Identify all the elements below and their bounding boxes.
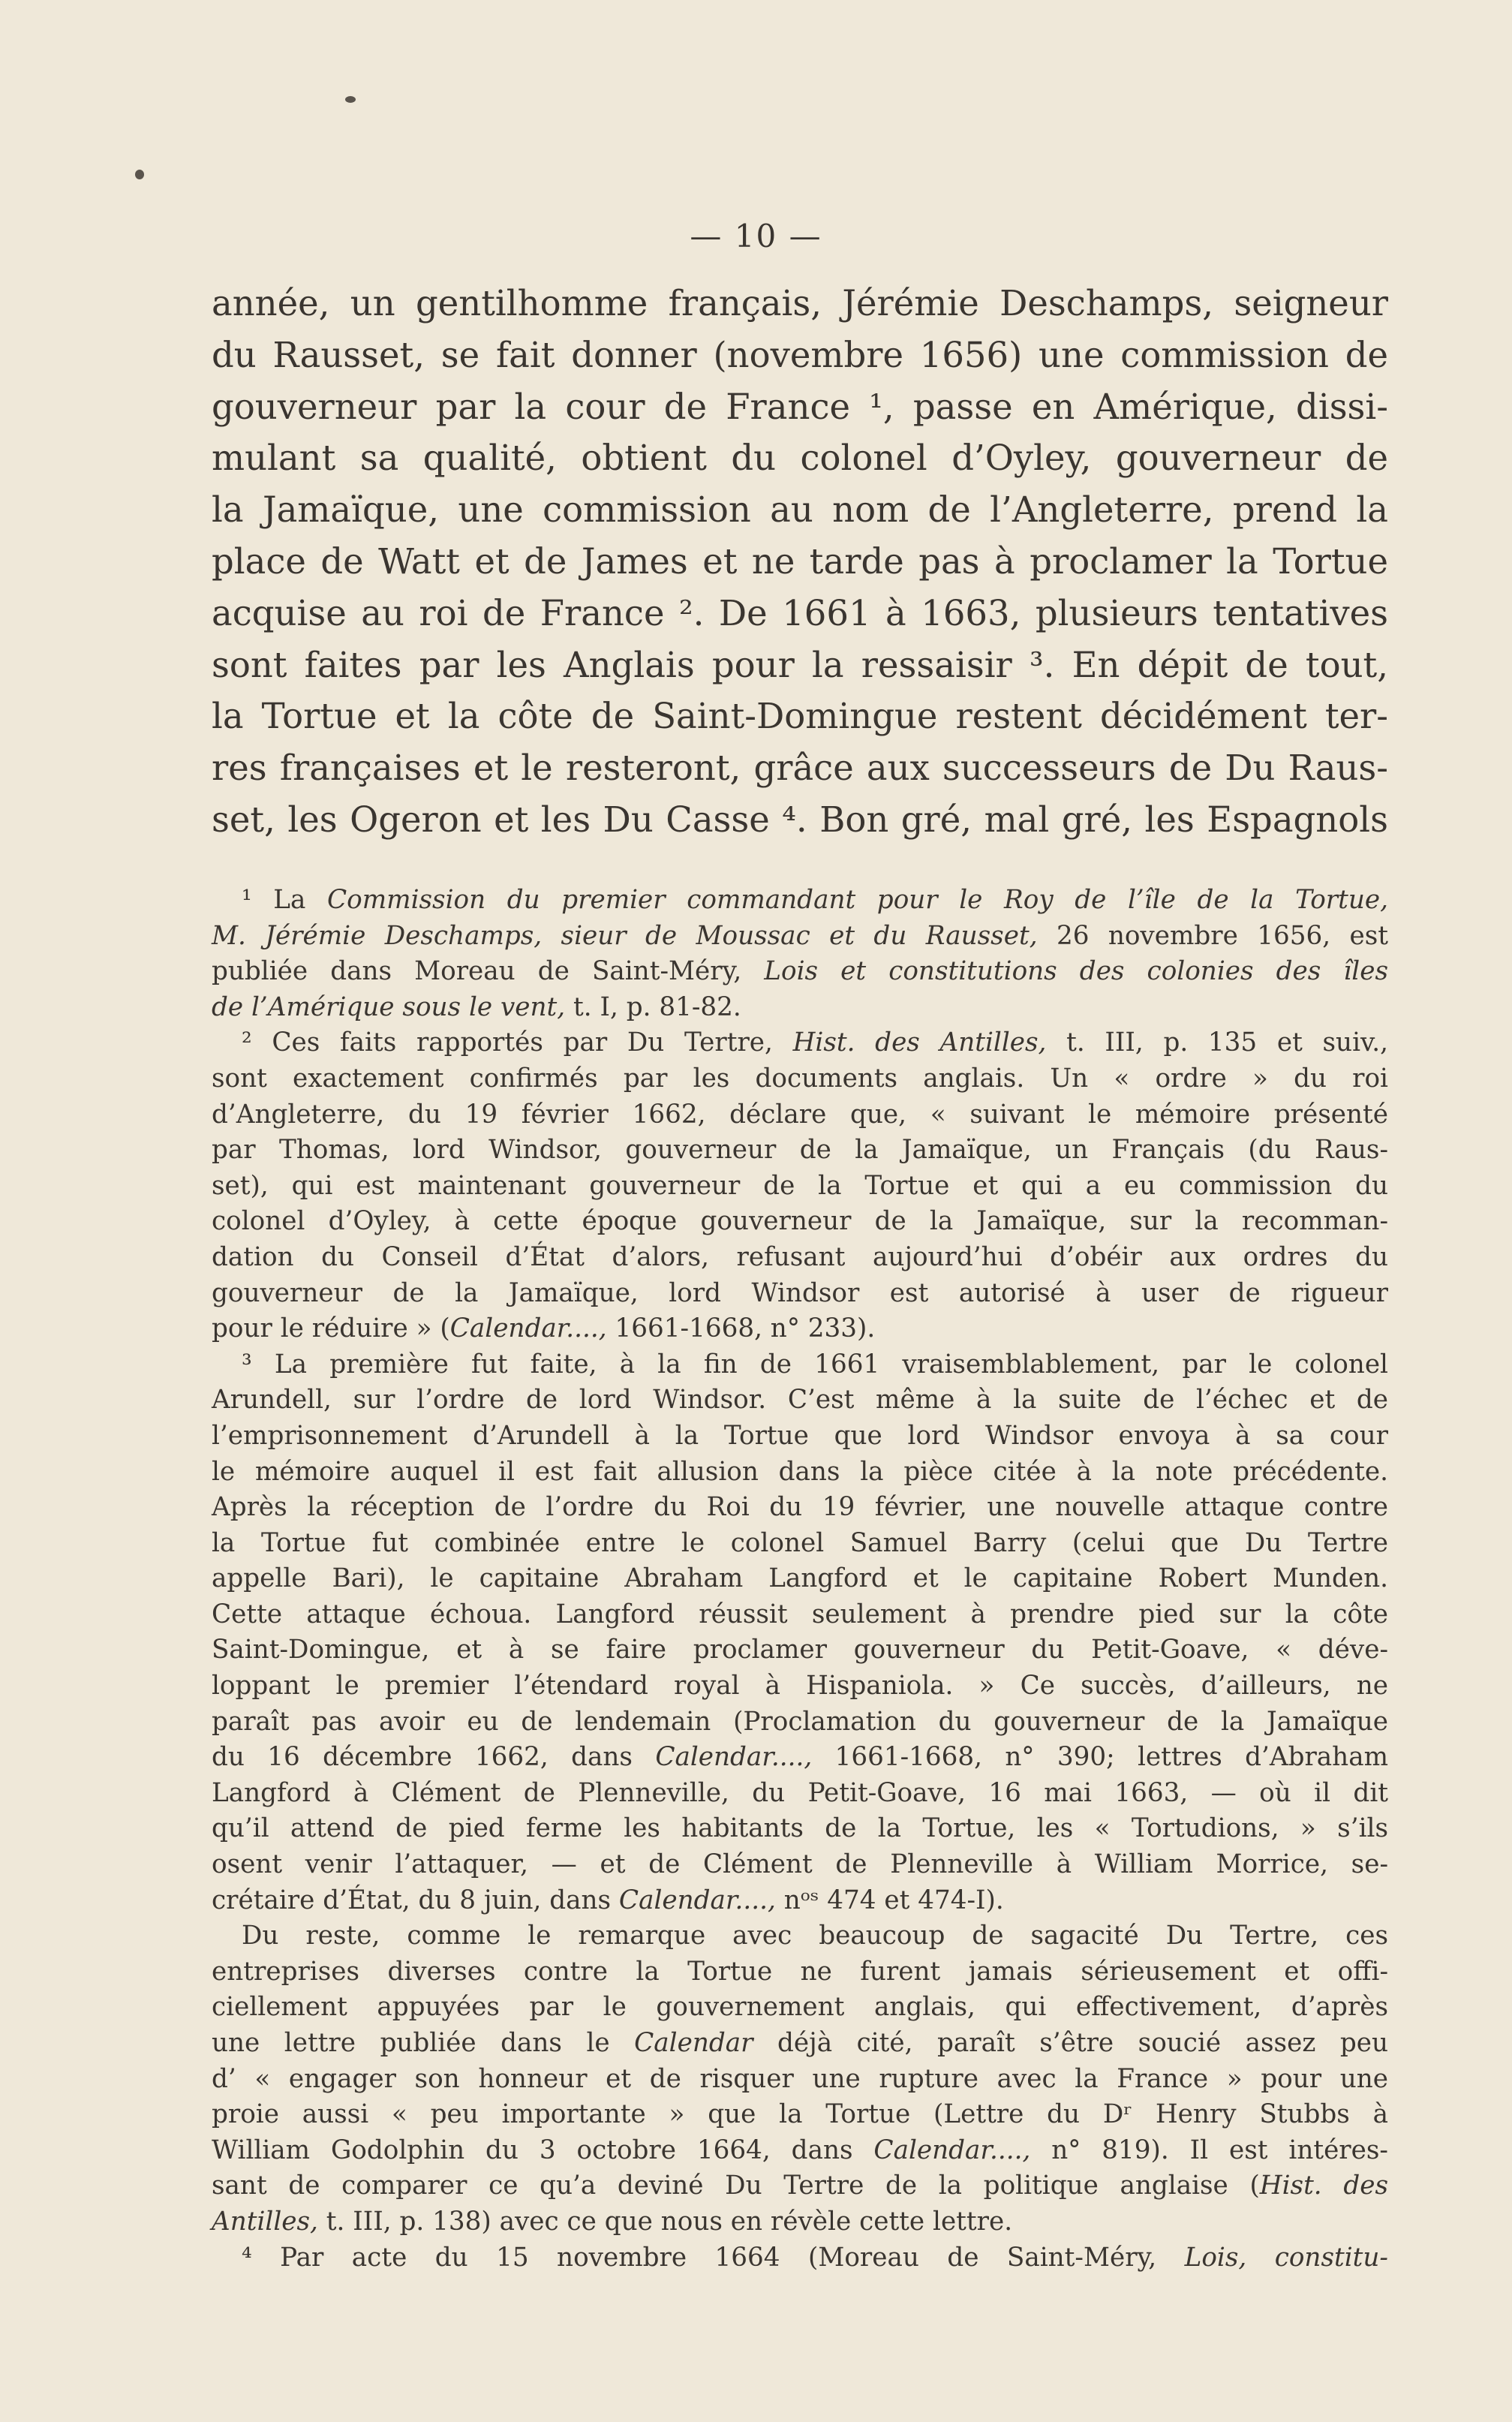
footnote-3-line: le mémoire auquel il est fait allusion dans la pièce citée à la note précédente. bbox=[212, 1456, 1388, 1487]
footnote-1-line: ¹ La Commission du premier commandant pour le Roy de l’île de la Tortue, bbox=[242, 885, 1389, 915]
footnote-3-line: du 16 décembre 1662, dans Calendar...., 1661-1668, n° 390; lettres d’Abraham bbox=[212, 1742, 1388, 1773]
footnote-2-line: colonel d’Oyley, à cette époque gouverneur de la Jamaïque, sur la recomman- bbox=[212, 1206, 1388, 1237]
footnote-3-continued-line: William Godolphin du 3 octobre 1664, dans Calendar...., n° 819). Il est intéres- bbox=[212, 2135, 1388, 2165]
main-text bbox=[212, 278, 1388, 846]
print-speck bbox=[135, 170, 144, 179]
footnote-3-line: Saint-Domingue, et à se faire proclamer gouverneur du Petit-Goave, « déve- bbox=[212, 1635, 1388, 1665]
footnote-3-line: loppant le premier l’étendard royal à Hispaniola. » Ce succès, d’ailleurs, ne bbox=[212, 1671, 1388, 1701]
text-line: gouverneur par la cour de France ¹, passe en Amérique, dissi- bbox=[212, 386, 1388, 427]
footnote-1-line: M. Jérémie Deschamps, sieur de Moussac et du Rausset, 26 novembre 1656, est bbox=[212, 920, 1388, 951]
footnotes bbox=[212, 883, 1388, 2276]
footnote-1-line: de l’Amérique sous le vent, t. I, p. 81-82. bbox=[212, 991, 741, 1022]
footnote-2-line: gouverneur de la Jamaïque, lord Windsor est autorisé à user de rigueur bbox=[212, 1277, 1388, 1308]
footnote-3-line: l’emprisonnement d’Arundell à la Tortue que lord Windsor envoya à sa cour bbox=[212, 1420, 1388, 1451]
text-line: acquise au roi de France ². De 1661 à 1663, plusieurs tentatives bbox=[212, 592, 1388, 633]
footnote-2-line: d’Angleterre, du 19 février 1662, déclare que, « suivant le mémoire présenté bbox=[212, 1099, 1388, 1130]
text-line: res françaises et le resteront, grâce aux successeurs de Du Raus- bbox=[212, 748, 1388, 789]
text-line: la Tortue et la côte de Saint-Domingue restent décidément ter- bbox=[212, 696, 1388, 737]
footnote-2-line: ² Ces faits rapportés par Du Tertre, Hist. des Antilles, t. III, p. 135 et suiv., bbox=[242, 1027, 1389, 1058]
footnote-3-line: qu’il attend de pied ferme les habitants de la Tortue, les « Tortudions, » s’ils bbox=[212, 1813, 1388, 1844]
footnote-2-line: set), qui est maintenant gouverneur de la Tortue et qui a eu commission du bbox=[212, 1170, 1388, 1201]
footnote-4-line: ⁴ Par acte du 15 novembre 1664 (Moreau de Saint-Méry, Lois, constitu- bbox=[242, 2242, 1388, 2273]
footnote-3-line: paraît pas avoir eu de lendemain (Proclamation du gouverneur de la Jamaïque bbox=[212, 1706, 1388, 1737]
print-speck bbox=[345, 96, 356, 103]
footnote-3-continued-line: proie aussi « peu importante » que la Tortue (Lettre du Dʳ Henry Stubbs à bbox=[212, 2099, 1388, 2130]
text-line: mulant sa qualité, obtient du colonel d’Oyley, gouverneur de bbox=[212, 438, 1388, 479]
text-line: place de Watt et de James et ne tarde pas à proclamer la Tortue bbox=[212, 540, 1388, 582]
footnote-2-line: par Thomas, lord Windsor, gouverneur de la Jamaïque, un Français (du Raus- bbox=[212, 1135, 1388, 1166]
page-number: — 10 — bbox=[690, 218, 822, 254]
footnote-3-line: la Tortue fut combinée entre le colonel Samuel Barry (celui que Du Tertre bbox=[212, 1527, 1388, 1558]
footnote-2-line: dation du Conseil d’État d’alors, refusant aujourd’hui d’obéir aux ordres du bbox=[212, 1241, 1388, 1272]
footnote-3-continued-line: d’ « engager son honneur et de risquer une rupture avec la France » pour une bbox=[212, 2063, 1388, 2094]
footnote-2-line: pour le réduire » (Calendar...., 1661-1668, n° 233). bbox=[212, 1313, 876, 1344]
footnote-3-line: Cette attaque échoua. Langford réussit seulement à prendre pied sur la côte bbox=[212, 1599, 1388, 1629]
footnote-1-line: publiée dans Moreau de Saint-Méry, Lois et constitutions des colonies des îles bbox=[212, 956, 1388, 987]
text-line: la Jamaïque, une commission au nom de l’Angleterre, prend la bbox=[212, 489, 1388, 531]
footnote-3-line: crétaire d’État, du 8 juin, dans Calendar...., nᵒˢ 474 et 474-I). bbox=[212, 1885, 1004, 1915]
footnote-2-line: sont exactement confirmés par les documents anglais. Un « ordre » du roi bbox=[212, 1063, 1388, 1094]
text-line: sont faites par les Anglais pour la ressaisir ³. En dépit de tout, bbox=[212, 644, 1388, 685]
footnote-3-line: appelle Bari), le capitaine Abraham Langford et le capitaine Robert Munden. bbox=[212, 1563, 1388, 1594]
footnote-3-line: Arundell, sur l’ordre de lord Windsor. C’est même à la suite de l’échec et de bbox=[212, 1385, 1388, 1416]
text-line: année, un gentilhomme français, Jérémie Deschamps, seigneur bbox=[212, 283, 1388, 323]
footnote-3-line: osent venir l’attaquer, — et de Clément de Plenneville à William Morrice, se- bbox=[212, 1849, 1388, 1880]
footnote-3-line: Langford à Clément de Plenneville, du Petit-Goave, 16 mai 1663, — où il dit bbox=[212, 1777, 1388, 1808]
footnote-3-continued-line: entreprises diverses contre la Tortue ne furent jamais sérieusement et offi- bbox=[212, 1956, 1388, 1987]
footnote-3-continued-line: une lettre publiée dans le Calendar déjà cité, paraît s’être soucié assez peu bbox=[212, 2028, 1388, 2058]
footnote-3-continued-line: ciellement appuyées par le gouvernement anglais, qui effectivement, d’après bbox=[212, 1992, 1388, 2023]
footnote-3-continued-line: Antilles, t. III, p. 138) avec ce que nous en révèle cette lettre. bbox=[212, 2206, 1013, 2237]
text-line: du Rausset, se fait donner (novembre 1656) une commission de bbox=[212, 334, 1388, 375]
text-line: set, les Ogeron et les Du Casse ⁴. Bon gré, mal gré, les Espagnols bbox=[212, 799, 1388, 840]
footnote-3-continued-line: Du reste, comme le remarque avec beaucoup de sagacité Du Tertre, ces bbox=[242, 1921, 1388, 1951]
footnote-3-line: ³ La première fut faite, à la fin de 1661 vraisemblablement, par le colonel bbox=[242, 1349, 1388, 1379]
footnote-3-continued-line: sant de comparer ce qu’a deviné Du Tertre de la politique anglaise (Hist. des bbox=[212, 2171, 1388, 2201]
footnote-3-line: Après la réception de l’ordre du Roi du 19 février, une nouvelle attaque contre bbox=[212, 1492, 1388, 1523]
